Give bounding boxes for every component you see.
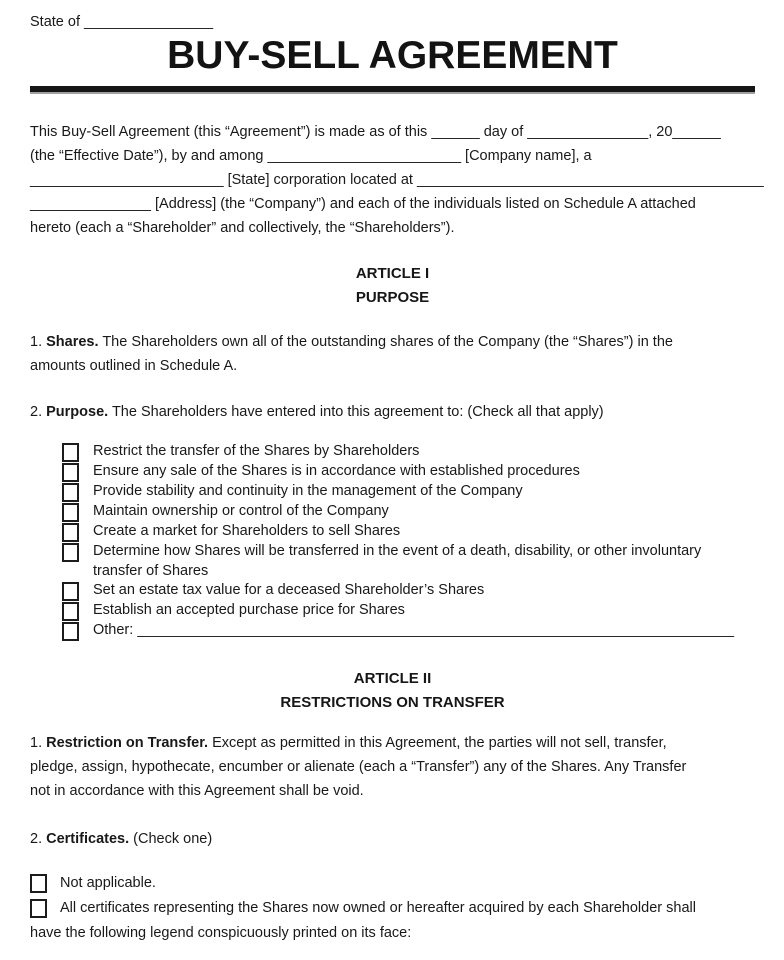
intro-paragraph	[30, 120, 764, 240]
checkbox[interactable]	[62, 582, 79, 601]
certificate-option-row	[30, 871, 755, 895]
article-2-heading	[30, 667, 755, 715]
clause-term: Purpose.	[46, 404, 109, 420]
checkbox-label: Maintain ownership or control of the Company	[93, 503, 389, 519]
checkbox[interactable]	[62, 622, 79, 641]
page-title: BUY-SELL AGREEMENT	[167, 34, 618, 77]
clause-text: not in accordance with this Agreement shall be void.	[30, 783, 364, 799]
checkbox[interactable]	[62, 543, 79, 562]
checkbox[interactable]	[62, 443, 79, 462]
clause-text: (Check one)	[133, 831, 213, 847]
purpose-option-row	[62, 581, 755, 601]
checkbox-label: Set an estate tax value for a deceased Shareholder’s Shares	[93, 582, 485, 598]
state-of-line	[30, 12, 755, 32]
checkbox-label: Provide stability and continuity in the management of the Company	[93, 483, 523, 499]
clause-term: Shares.	[46, 334, 99, 350]
checkbox-label: Create a market for Shareholders to sell Shares	[93, 523, 401, 539]
checkbox[interactable]	[62, 523, 79, 542]
intro-line: (the “Effective Date”), by and among ________________________ [Company name], a	[30, 148, 592, 164]
checkbox-label-continuation: have the following legend conspicuously printed on its face:	[30, 925, 412, 941]
clause-text: amounts outlined in Schedule A.	[30, 358, 238, 374]
title-divider	[30, 86, 755, 94]
restriction-clause	[30, 731, 755, 803]
article-1-title: ARTICLE I	[355, 265, 430, 282]
checkbox-label: Not applicable.	[60, 875, 156, 891]
article-1-subtitle: PURPOSE	[355, 289, 430, 306]
clause-number: 2.	[30, 404, 43, 420]
article-2-subtitle: RESTRICTIONS ON TRANSFER	[280, 694, 505, 711]
checkbox[interactable]	[62, 503, 79, 522]
purpose-checklist	[62, 442, 755, 641]
state-of-blank-field[interactable]: ________________	[84, 14, 214, 30]
intro-line: hereto (each a “Shareholder” and collectively, the “Shareholders”).	[30, 220, 455, 236]
purpose-option-row	[62, 442, 755, 462]
intro-line: This Buy-Sell Agreement (this “Agreement”) is made as of this ______ day of _______________, 20______	[30, 124, 721, 140]
intro-line: _______________ [Address] (the “Company”) and each of the individuals listed on Schedule A attached	[30, 196, 696, 212]
checkbox[interactable]	[62, 483, 79, 502]
shares-clause	[30, 330, 755, 378]
purpose-option-row	[62, 542, 755, 581]
state-of-label: State of	[30, 14, 80, 30]
checkbox[interactable]	[30, 874, 47, 893]
purpose-clause	[30, 400, 755, 424]
checkbox-label: transfer of Shares	[93, 562, 209, 579]
intro-line: ________________________ [State] corporation located at ___________________________________________	[30, 172, 764, 188]
certificates-checklist	[30, 871, 755, 945]
purpose-option-row	[62, 601, 755, 621]
checkbox-label: All certificates representing the Shares now owned or hereafter acquired by each Shareholder shall	[60, 900, 696, 916]
article-1-heading	[30, 262, 755, 310]
clause-text: Except as permitted in this Agreement, the parties will not sell, transfer,	[212, 735, 667, 751]
purpose-option-row-other	[62, 621, 755, 641]
checkbox[interactable]	[62, 463, 79, 482]
checkbox-label: Determine how Shares will be transferred in the event of a death, disability, or other involuntary	[93, 543, 702, 559]
purpose-option-row	[62, 522, 755, 542]
clause-number: 1.	[30, 334, 43, 350]
purpose-option-row	[62, 482, 755, 502]
clause-term: Certificates.	[46, 831, 130, 847]
purpose-option-row	[62, 502, 755, 522]
certificates-clause	[30, 827, 755, 851]
checkbox-label: Restrict the transfer of the Shares by Shareholders	[93, 443, 420, 459]
checkbox[interactable]	[62, 602, 79, 621]
purpose-option-row	[62, 462, 755, 482]
clause-term: Restriction on Transfer.	[46, 735, 209, 751]
clause-number: 2.	[30, 831, 43, 847]
clause-text: pledge, assign, hypothecate, encumber or alienate (each a “Transfer”) any of the Shares. Any Transfer	[30, 759, 687, 775]
certificate-option-row	[30, 896, 755, 920]
article-2-title: ARTICLE II	[353, 670, 432, 687]
checkbox-label: Establish an accepted purchase price for Shares	[93, 602, 405, 618]
clause-text: The Shareholders have entered into this agreement to: (Check all that apply)	[111, 404, 604, 420]
clause-text: The Shareholders own all of the outstanding shares of the Company (the “Shares”) in the	[102, 334, 673, 350]
other-option-label[interactable]: Other: __________________________________________________________________________	[93, 622, 735, 638]
checkbox-label: Ensure any sale of the Shares is in accordance with established procedures	[93, 463, 580, 479]
clause-number: 1.	[30, 735, 43, 751]
checkbox[interactable]	[30, 899, 47, 918]
